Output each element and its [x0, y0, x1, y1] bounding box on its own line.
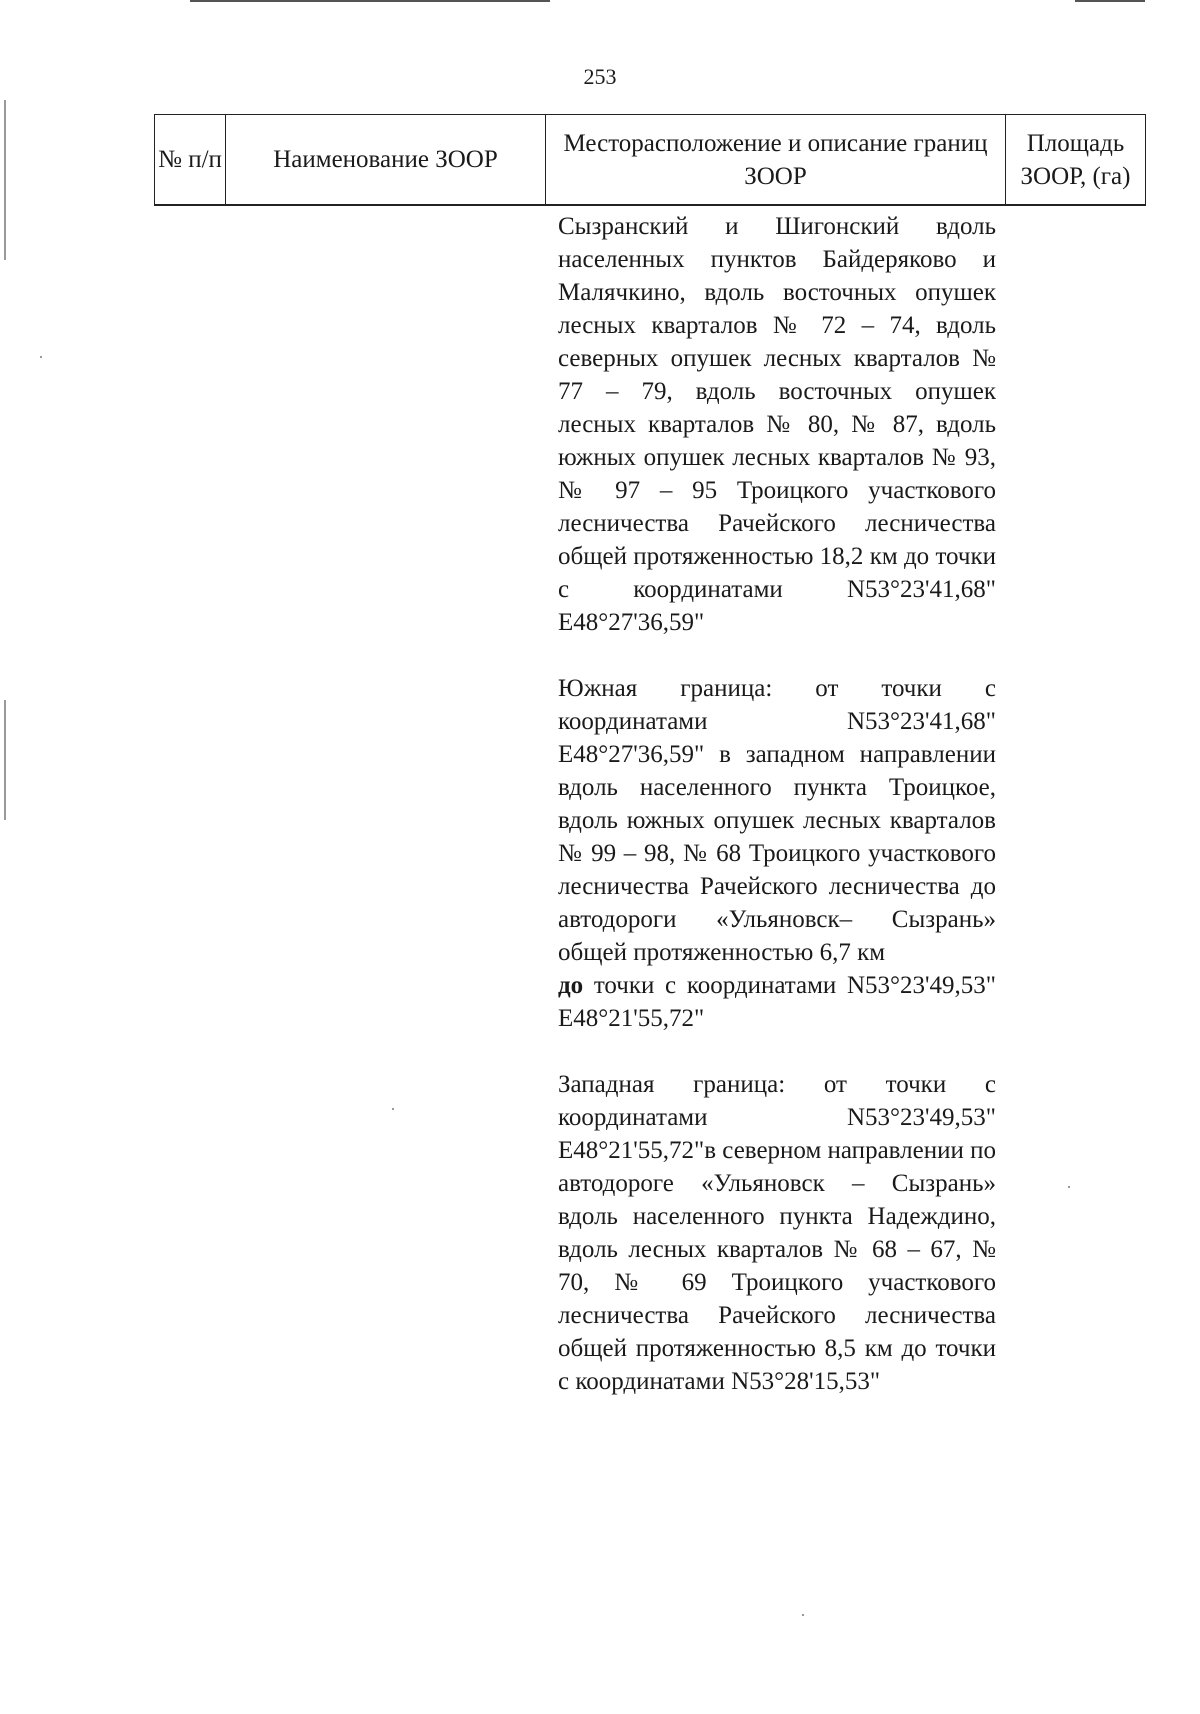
scan-speck: [802, 1614, 804, 1616]
scan-edge-mark: [4, 700, 6, 820]
bold-lead-word: до: [558, 972, 584, 999]
scan-speck: [40, 356, 42, 358]
paragraph-northern-continuation: Сызранский и Шигонский вдоль населенных пунктов Байдеряково и Малячкино, вдоль восточных опушек лесных кварталов № 72 – 74, вдоль северных опушек лесных кварталов № 77 – 79, вдоль восточных опушек лесных кварталов № 80, № 87, вдоль южных опушек лесных кварталов № 93, № 97 – 95 Троицкого участкового лесничества Рачейского лесничества общей протяженностью 18,2 км до точки с координатами N53°23'41,68" E48°27'36,59": [558, 213, 996, 636]
paragraph-southern-boundary: Южная граница: от точки с координатами N53°23'41,68" E48°27'36,59" в западном направлении вдоль населенного пункта Троицкое, вдоль южных опушек лесных кварталов № 99 – 98, № 68 Троицкого участкового лесничества Рачейского лесничества до автодороги «Ульяновск– Сызрань» общей протяженностью 6,7 км: [558, 675, 996, 966]
paragraph-southern-endpoint: [558, 969, 996, 1035]
scan-speck: [1068, 1186, 1070, 1188]
header-cell-location: Месторасположение и описание границ ЗООР: [546, 115, 1006, 204]
scan-artifact-line: [190, 0, 550, 2]
scan-edge-mark: [4, 100, 6, 260]
scan-speck: [392, 1108, 394, 1110]
endpoint-text: точки с координатами N53°23'49,53" E48°21'55,72": [558, 972, 996, 1032]
header-cell-name: Наименование ЗООР: [226, 115, 546, 204]
boundary-description: [558, 210, 996, 1398]
table-header: [154, 114, 1146, 206]
scan-artifact-line: [1075, 0, 1145, 2]
header-cell-area: Площадь ЗООР, (га): [1020, 129, 1131, 190]
page-number: 253: [583, 64, 617, 89]
header-cell-number: № п/п: [155, 115, 226, 204]
paragraph-western-boundary: Западная граница: от точки с координатами N53°23'49,53" E48°21'55,72"в северном направлении по автодороге «Ульяновск – Сызрань» вдоль населенного пункта Надеждино, вдоль лесных кварталов № 68 – 67, № 70, № 69 Троицкого участкового лесничества Рачейского лесничества общей протяженностью 8,5 км до точки с координатами N53°28'15,53": [558, 1071, 996, 1395]
